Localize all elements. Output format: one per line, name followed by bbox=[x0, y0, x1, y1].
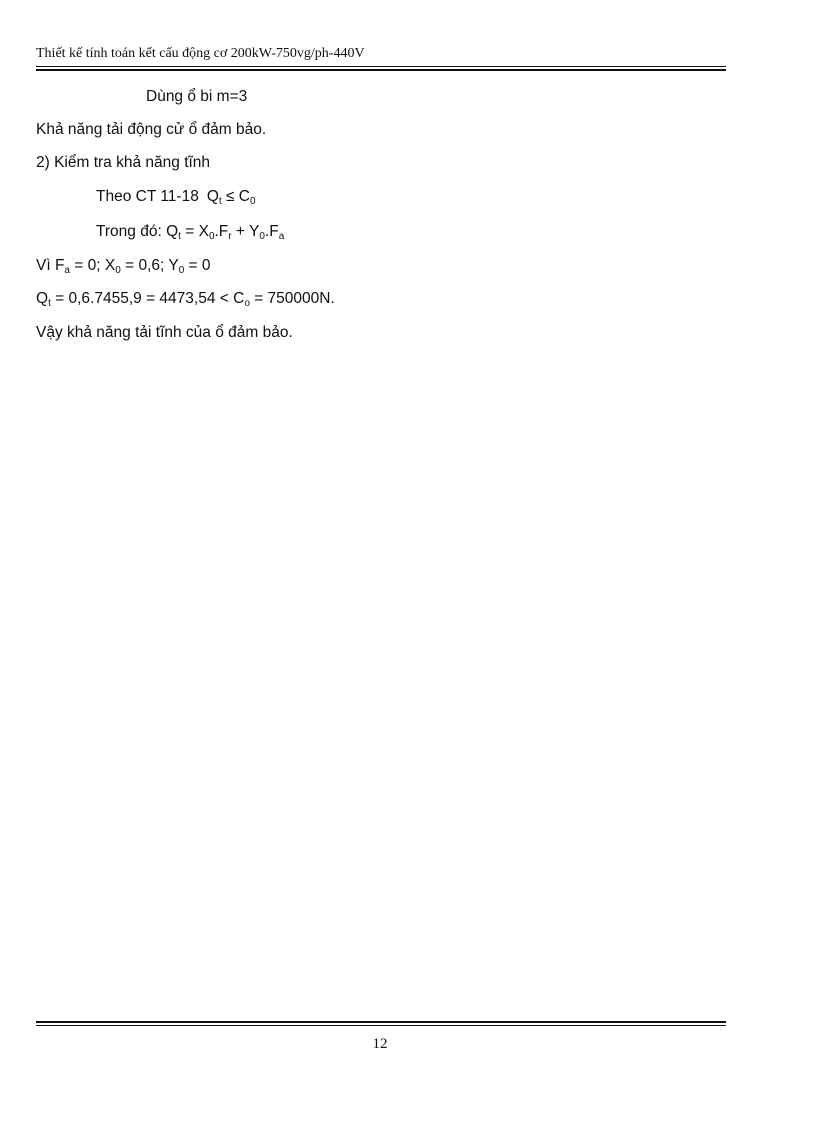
formula-sub: o bbox=[244, 298, 250, 309]
formula-sub: t bbox=[178, 231, 181, 242]
formula-sub: 0 bbox=[250, 196, 256, 207]
section-heading-static-check: 2) Kiểm tra khả năng tĩnh bbox=[36, 154, 211, 171]
text-line-dynamic-capacity: Khả năng tải động cử ổ đảm bảo. bbox=[36, 121, 267, 138]
formula-sub: 0 bbox=[259, 231, 265, 242]
text-line-conclusion: Vậy khả năng tải tĩnh của ổ đảm bảo. bbox=[36, 324, 293, 341]
text-line-bearing: Dùng ổ bi m=3 bbox=[146, 88, 248, 105]
running-header: Thiết kế tính toán kết cấu động cơ 200kW-750vg/ph-440V bbox=[36, 46, 365, 61]
header-rule-thick bbox=[36, 69, 726, 71]
formula-term: Vì F bbox=[36, 257, 65, 274]
formula-sub: 0 bbox=[208, 231, 215, 242]
formula-term: = X bbox=[180, 223, 209, 240]
text-line-result bbox=[36, 289, 335, 309]
header-rule-thin bbox=[36, 66, 726, 67]
formula-term: Q bbox=[206, 188, 219, 205]
formula-sub: r bbox=[228, 231, 232, 242]
formula-line-condition bbox=[96, 187, 256, 207]
formula-term: .F bbox=[214, 223, 229, 240]
text-line-values bbox=[36, 256, 211, 276]
formula-sub: 0 bbox=[178, 265, 185, 276]
formula-term: Q bbox=[36, 290, 49, 307]
formula-term: + Y bbox=[231, 223, 260, 240]
formula-term: = 0; X bbox=[69, 257, 116, 274]
formula-line-definition bbox=[96, 222, 284, 242]
formula-sub: t bbox=[48, 298, 51, 309]
formula-term: = 0,6.7455,9 = 4473,54 < C bbox=[50, 290, 245, 307]
formula-sub: a bbox=[278, 231, 285, 242]
footer-rule-thin bbox=[36, 1025, 726, 1026]
page-number: 12 bbox=[372, 1036, 388, 1052]
formula-sub: t bbox=[218, 196, 222, 207]
formula-term: Trong đó: Q bbox=[96, 223, 179, 240]
formula-term: .F bbox=[264, 223, 279, 240]
footer-rule-thick bbox=[36, 1021, 726, 1023]
formula-ref: Theo CT 11-18 bbox=[96, 188, 199, 205]
formula-term: = 750000N. bbox=[249, 290, 335, 307]
formula-sub: 0 bbox=[115, 265, 121, 276]
formula-term: = 0 bbox=[184, 257, 211, 274]
formula-term: ≤ C bbox=[221, 188, 250, 205]
formula-term: = 0,6; Y bbox=[120, 257, 179, 274]
formula-sub: a bbox=[64, 265, 70, 276]
